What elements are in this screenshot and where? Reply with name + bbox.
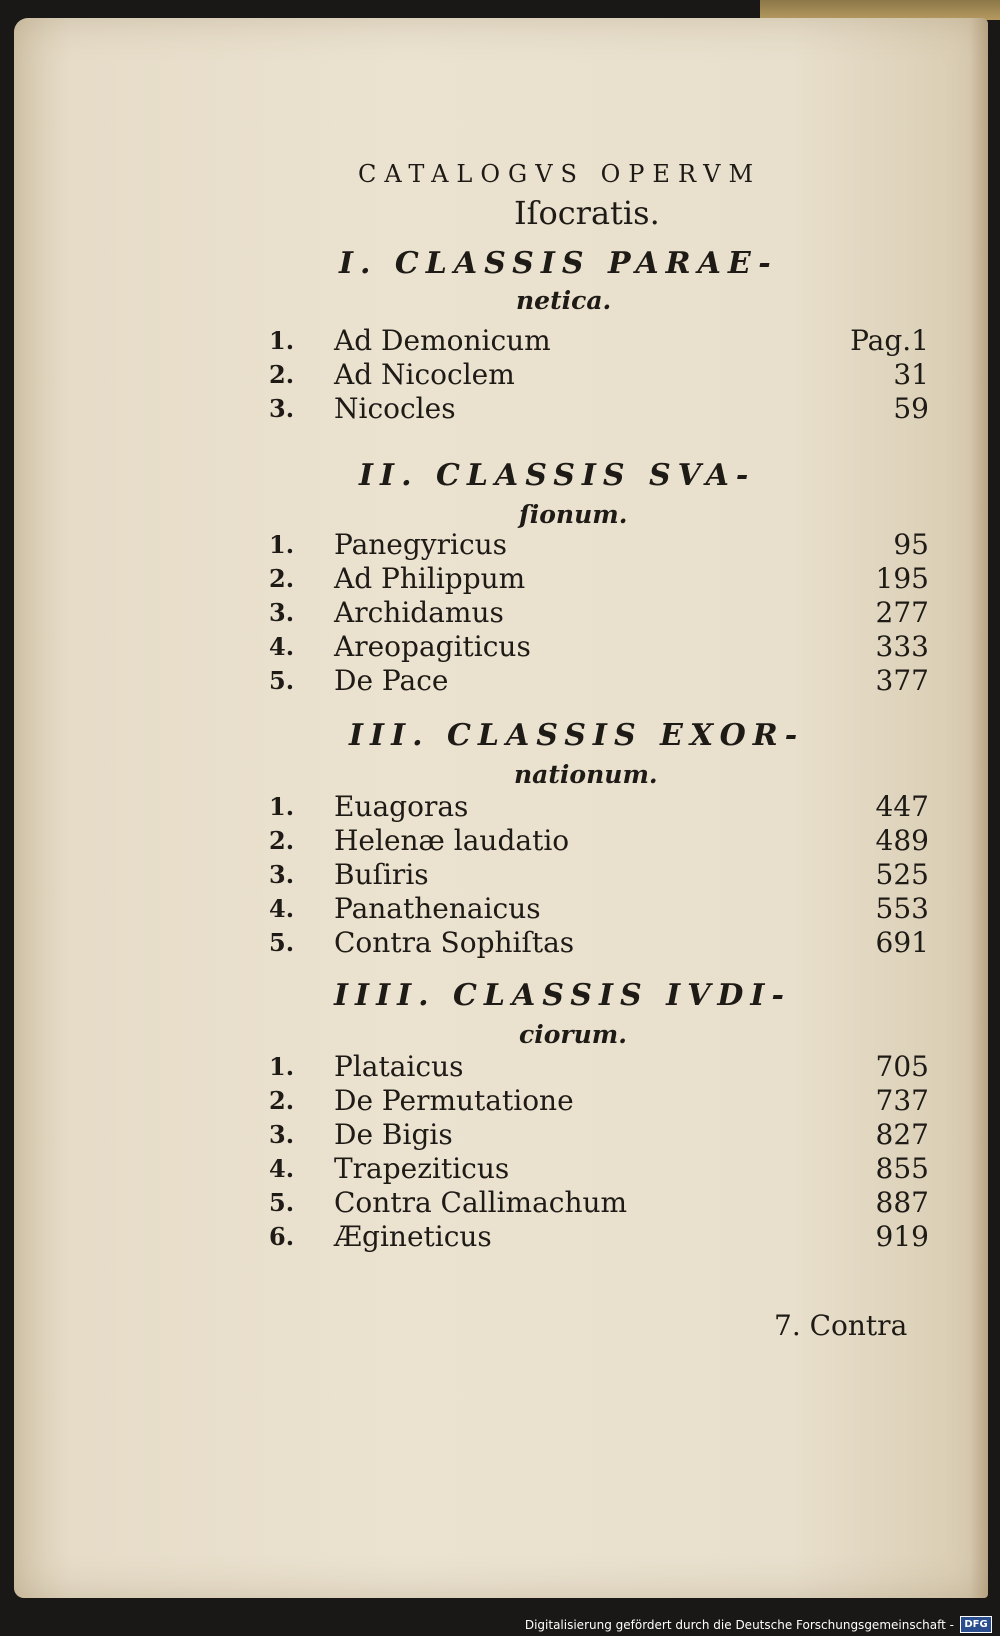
- toc-page: 887: [875, 1186, 929, 1219]
- toc-number: 3.: [269, 860, 295, 889]
- toc-title: De Permutatione: [334, 1084, 574, 1117]
- toc-title: De Pace: [334, 664, 449, 697]
- toc-number: 5.: [269, 928, 295, 957]
- toc-row: [269, 824, 929, 858]
- toc-number: 4.: [269, 632, 295, 661]
- toc-title: Trapeziticus: [334, 1152, 510, 1185]
- toc-row: [269, 858, 929, 892]
- toc-title: Helenæ laudatio: [334, 824, 570, 857]
- toc-number: 5.: [269, 1188, 295, 1217]
- catalog-heading: CATALOGVS OPERVM: [358, 160, 762, 188]
- book-page: [14, 18, 988, 1598]
- toc-row: [269, 630, 929, 664]
- toc-row: [269, 1152, 929, 1186]
- book-edge-strip: [760, 0, 1000, 20]
- toc-row: [269, 790, 929, 824]
- toc-number: 3.: [269, 1120, 295, 1149]
- toc-number: 1.: [269, 326, 295, 355]
- toc-number: 4.: [269, 1154, 295, 1183]
- class-3-title: III. CLASSIS EXOR-: [349, 718, 805, 753]
- toc-title: Areopagiticus: [334, 630, 531, 663]
- toc-page: 827: [875, 1118, 929, 1151]
- toc-number: 2.: [269, 1086, 295, 1115]
- class-2-title-cont: ſionum.: [519, 500, 628, 529]
- toc-page: 489: [875, 824, 929, 857]
- toc-page: 447: [875, 790, 929, 823]
- toc-title: Archidamus: [334, 596, 504, 629]
- toc-page: 919: [875, 1220, 929, 1253]
- toc-row: [269, 392, 929, 426]
- toc-row: [269, 1220, 929, 1254]
- catalog-subheading: Iſocratis.: [514, 194, 660, 232]
- toc-row: [269, 926, 929, 960]
- toc-row: [269, 324, 929, 358]
- class-1-title-cont: netica.: [516, 286, 612, 315]
- toc-title: Plataicus: [334, 1050, 464, 1083]
- toc-row: [269, 1118, 929, 1152]
- toc-page: 525: [875, 858, 929, 891]
- toc-page: 59: [893, 392, 929, 425]
- toc-number: 1.: [269, 792, 295, 821]
- toc-page: 691: [875, 926, 929, 959]
- toc-title: Nicocles: [334, 392, 456, 425]
- toc-title: Ad Nicoclem: [334, 358, 515, 391]
- toc-title: Ægineticus: [334, 1220, 492, 1253]
- toc-row: [269, 528, 929, 562]
- toc-row: [269, 596, 929, 630]
- toc-number: 4.: [269, 894, 295, 923]
- toc-title: Ad Demonicum: [334, 324, 551, 357]
- toc-number: 3.: [269, 598, 295, 627]
- toc-title: Euagoras: [334, 790, 469, 823]
- toc-number: 1.: [269, 1052, 295, 1081]
- toc-title: Contra Sophiſtas: [334, 926, 575, 959]
- toc-page: 195: [875, 562, 929, 595]
- toc-row: [269, 1084, 929, 1118]
- toc-row: [269, 1186, 929, 1220]
- page-edge-shadow: [970, 18, 988, 1598]
- toc-page: 737: [875, 1084, 929, 1117]
- toc-number: 3.: [269, 394, 295, 423]
- toc-number: 2.: [269, 360, 295, 389]
- class-2-title: II. CLASSIS SVA-: [359, 458, 756, 493]
- toc-row: [269, 1050, 929, 1084]
- toc-number: 2.: [269, 564, 295, 593]
- toc-page: 705: [875, 1050, 929, 1083]
- toc-title: Ad Philippum: [334, 562, 526, 595]
- toc-title: Contra Callimachum: [334, 1186, 628, 1219]
- catchword: 7. Contra: [774, 1309, 908, 1342]
- toc-number: 2.: [269, 826, 295, 855]
- toc-number: 1.: [269, 530, 295, 559]
- toc-number: 6.: [269, 1222, 295, 1251]
- toc-title: Buſiris: [334, 858, 429, 891]
- class-3-title-cont: nationum.: [514, 760, 658, 789]
- toc-title: Panegyricus: [334, 528, 508, 561]
- dfg-logo: DFG: [960, 1616, 992, 1633]
- toc-row: [269, 358, 929, 392]
- digitization-credit: Digitalisierung gefördert durch die Deutsche Forschungsgemeinschaft -: [524, 1618, 954, 1632]
- class-4-title-cont: ciorum.: [519, 1020, 627, 1049]
- toc-page: 333: [875, 630, 929, 663]
- class-4-title: IIII. CLASSIS IVDI-: [334, 978, 791, 1013]
- toc-page: 277: [875, 596, 929, 629]
- toc-title: De Bigis: [334, 1118, 453, 1151]
- toc-page: 553: [875, 892, 929, 925]
- toc-page: Pag.1: [850, 324, 929, 357]
- toc-page: 855: [875, 1152, 929, 1185]
- toc-row: [269, 892, 929, 926]
- toc-page: 377: [875, 664, 929, 697]
- toc-page: 95: [893, 528, 929, 561]
- toc-title: Panathenaicus: [334, 892, 541, 925]
- toc-row: [269, 562, 929, 596]
- toc-number: 5.: [269, 666, 295, 695]
- toc-page: 31: [893, 358, 929, 391]
- class-1-title: I. CLASSIS PARAE-: [339, 246, 778, 281]
- toc-row: [269, 664, 929, 698]
